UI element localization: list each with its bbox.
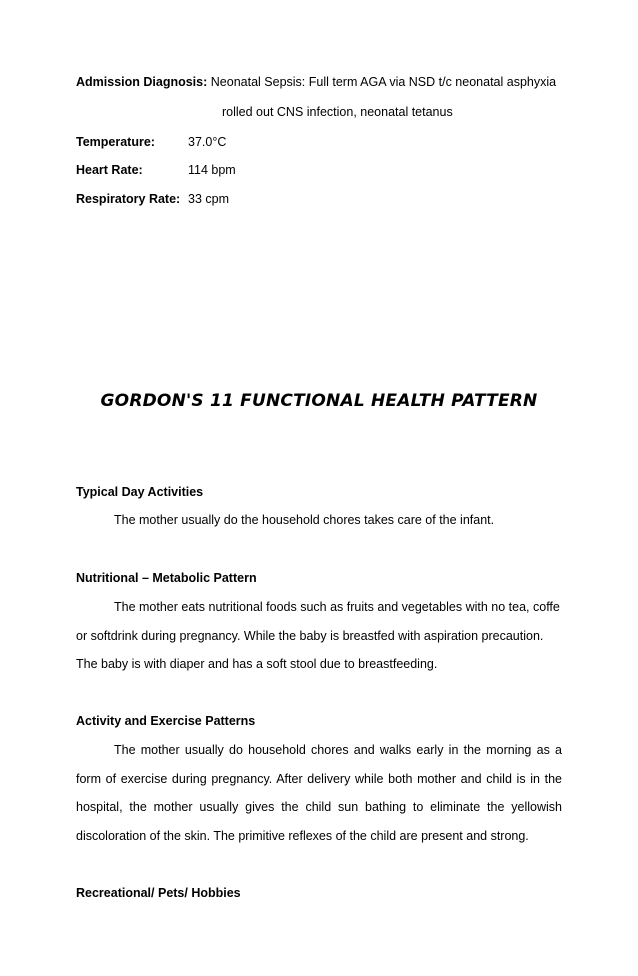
admission-line1: Neonatal Sepsis: Full term AGA via NSD t/c neonatal asphyxia xyxy=(210,75,557,89)
admission-line2: rolled out CNS infection, neonatal tetanus xyxy=(222,105,453,119)
admission-label: Admission Diagnosis: xyxy=(76,75,208,89)
activity-line-2: form of exercise during pregnancy. After delivery while both mother and child is in the xyxy=(76,772,562,786)
temperature-value: 37.0°C xyxy=(188,135,227,149)
activity-line-2-wrap xyxy=(76,771,562,787)
activity-line-4: discoloration of the skin. The primitive reflexes of the child are present and strong. xyxy=(76,829,529,843)
activity-line-3-wrap xyxy=(76,799,562,815)
typical-day-line-1: The mother usually do the household chores takes care of the infant. xyxy=(114,513,495,527)
recreational-heading: Recreational/ Pets/ Hobbies xyxy=(76,886,241,900)
respiratory-rate-value: 33 cpm xyxy=(188,192,229,206)
nutritional-heading: Nutritional – Metabolic Pattern xyxy=(76,571,257,585)
respiratory-rate-label: Respiratory Rate: xyxy=(76,192,181,206)
admission-diagnosis xyxy=(76,74,556,90)
nutritional-line-1: The mother eats nutritional foods such as fruits and vegetables with no tea, coffe xyxy=(114,600,560,614)
temperature-label: Temperature: xyxy=(76,135,155,149)
page-title: GORDON'S 11 FUNCTIONAL HEALTH PATTERN xyxy=(100,391,538,411)
activity-line-1: The mother usually do household chores and walks early in the morning as a xyxy=(114,743,562,757)
activity-line-1-wrap xyxy=(114,742,562,758)
heart-rate-value: 114 bpm xyxy=(188,163,236,177)
typical-day-heading: Typical Day Activities xyxy=(76,485,204,499)
activity-line-3: hospital, the mother usually gives the child sun bathing to eliminate the yellowish xyxy=(76,800,562,814)
nutritional-line-3: The baby is with diaper and has a soft stool due to breastfeeding. xyxy=(76,657,438,671)
nutritional-line-2: or softdrink during pregnancy. While the baby is breastfed with aspiration precaution. xyxy=(76,629,544,643)
heart-rate-label: Heart Rate: xyxy=(76,163,143,177)
activity-heading: Activity and Exercise Patterns xyxy=(76,714,256,728)
